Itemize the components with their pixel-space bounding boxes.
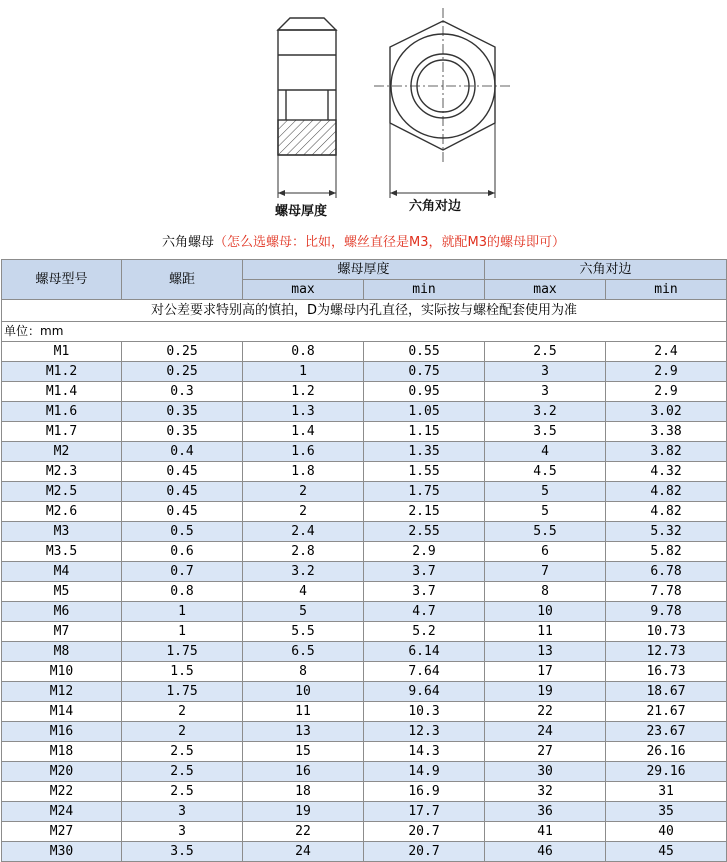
notice-row [2, 300, 727, 322]
cell-pitch: 0.45 [122, 502, 243, 522]
cell-thickness-max: 16 [243, 762, 364, 782]
cell-across-flats-min: 2.9 [606, 362, 727, 382]
cell-across-flats-min: 12.73 [606, 642, 727, 662]
cell-thickness-min: 1.75 [364, 482, 485, 502]
header-across-flats-max: max [485, 280, 606, 300]
cell-across-flats-min: 7.78 [606, 582, 727, 602]
table-row [2, 822, 727, 842]
cell-pitch: 1.75 [122, 642, 243, 662]
cell-thickness-max: 8 [243, 662, 364, 682]
cell-thickness-max: 19 [243, 802, 364, 822]
cell-pitch: 0.45 [122, 482, 243, 502]
cell-model: M5 [2, 582, 122, 602]
cell-across-flats-min: 10.73 [606, 622, 727, 642]
caption-note: （怎么选螺母：比如，螺丝直径是M3，就配M3的螺母即可） [214, 235, 565, 250]
cell-thickness-min: 12.3 [364, 722, 485, 742]
header-thickness-max: max [243, 280, 364, 300]
table-row [2, 842, 727, 862]
cell-across-flats-max: 32 [485, 782, 606, 802]
cell-across-flats-max: 19 [485, 682, 606, 702]
cell-pitch: 2.5 [122, 762, 243, 782]
table-row [2, 442, 727, 462]
cell-pitch: 0.45 [122, 462, 243, 482]
cell-thickness-max: 5 [243, 602, 364, 622]
cell-pitch: 1 [122, 622, 243, 642]
cell-thickness-min: 14.3 [364, 742, 485, 762]
cell-pitch: 1 [122, 602, 243, 622]
cell-pitch: 3 [122, 802, 243, 822]
cell-pitch: 0.3 [122, 382, 243, 402]
table-row [2, 802, 727, 822]
cell-thickness-max: 2 [243, 502, 364, 522]
table-row [2, 602, 727, 622]
unit-row [2, 322, 727, 342]
table-row [2, 402, 727, 422]
cell-thickness-max: 4 [243, 582, 364, 602]
cell-thickness-max: 0.8 [243, 342, 364, 362]
cell-across-flats-min: 40 [606, 822, 727, 842]
cell-across-flats-max: 5.5 [485, 522, 606, 542]
nut-top-view [374, 8, 512, 198]
cell-thickness-max: 1.4 [243, 422, 364, 442]
table-row [2, 562, 727, 582]
cell-across-flats-max: 17 [485, 662, 606, 682]
cell-across-flats-min: 26.16 [606, 742, 727, 762]
table-row [2, 742, 727, 762]
cell-thickness-max: 3.2 [243, 562, 364, 582]
cell-across-flats-max: 3 [485, 362, 606, 382]
table-row [2, 782, 727, 802]
cell-model: M3.5 [2, 542, 122, 562]
hex-nut-diagram [0, 0, 727, 225]
cell-pitch: 0.7 [122, 562, 243, 582]
cell-thickness-min: 1.35 [364, 442, 485, 462]
cell-across-flats-max: 11 [485, 622, 606, 642]
cell-thickness-max: 1.2 [243, 382, 364, 402]
cell-thickness-max: 1.8 [243, 462, 364, 482]
cell-thickness-min: 3.7 [364, 582, 485, 602]
cell-thickness-min: 6.14 [364, 642, 485, 662]
cell-across-flats-min: 5.32 [606, 522, 727, 542]
header-row [2, 260, 727, 280]
cell-pitch: 0.4 [122, 442, 243, 462]
cell-across-flats-max: 4.5 [485, 462, 606, 482]
cell-across-flats-min: 3.02 [606, 402, 727, 422]
thickness-dimension-label: 螺母厚度 [275, 204, 328, 219]
cell-thickness-min: 0.95 [364, 382, 485, 402]
cell-thickness-max: 2 [243, 482, 364, 502]
cell-thickness-min: 2.9 [364, 542, 485, 562]
cell-across-flats-min: 31 [606, 782, 727, 802]
cell-model: M6 [2, 602, 122, 622]
cell-across-flats-min: 21.67 [606, 702, 727, 722]
cell-thickness-min: 3.7 [364, 562, 485, 582]
caption-title: 六角螺母 [162, 235, 215, 250]
cell-thickness-max: 1.6 [243, 442, 364, 462]
cell-across-flats-min: 3.82 [606, 442, 727, 462]
table-row [2, 502, 727, 522]
cell-pitch: 2.5 [122, 742, 243, 762]
cell-across-flats-max: 24 [485, 722, 606, 742]
table-row [2, 342, 727, 362]
cell-thickness-max: 24 [243, 842, 364, 862]
cell-thickness-max: 5.5 [243, 622, 364, 642]
cell-thickness-min: 0.55 [364, 342, 485, 362]
cell-thickness-min: 14.9 [364, 762, 485, 782]
cell-across-flats-max: 27 [485, 742, 606, 762]
cell-thickness-min: 0.75 [364, 362, 485, 382]
cell-across-flats-max: 30 [485, 762, 606, 782]
cell-pitch: 0.8 [122, 582, 243, 602]
cell-thickness-min: 17.7 [364, 802, 485, 822]
cell-pitch: 2 [122, 702, 243, 722]
cell-thickness-max: 18 [243, 782, 364, 802]
cell-pitch: 1.5 [122, 662, 243, 682]
cell-across-flats-max: 36 [485, 802, 606, 822]
cell-model: M2 [2, 442, 122, 462]
cell-model: M22 [2, 782, 122, 802]
cell-across-flats-max: 6 [485, 542, 606, 562]
cell-pitch: 3.5 [122, 842, 243, 862]
cell-model: M10 [2, 662, 122, 682]
table-row [2, 622, 727, 642]
nut-spec-table [1, 259, 727, 862]
cell-across-flats-max: 3 [485, 382, 606, 402]
header-across-flats: 六角对边 [485, 260, 727, 280]
cell-pitch: 0.25 [122, 342, 243, 362]
table-row [2, 522, 727, 542]
table-row [2, 642, 727, 662]
cell-model: M1.2 [2, 362, 122, 382]
caption [0, 231, 727, 250]
header-across-flats-min: min [606, 280, 727, 300]
cell-across-flats-max: 22 [485, 702, 606, 722]
notice-text: 对公差要求特别高的慎拍，D为螺母内孔直径，实际按与螺栓配套使用为准 [2, 300, 727, 322]
header-model: 螺母型号 [2, 260, 122, 300]
cell-thickness-min: 1.05 [364, 402, 485, 422]
cell-model: M30 [2, 842, 122, 862]
table-row [2, 542, 727, 562]
cell-across-flats-min: 9.78 [606, 602, 727, 622]
cell-across-flats-min: 2.9 [606, 382, 727, 402]
cell-across-flats-min: 16.73 [606, 662, 727, 682]
cell-across-flats-min: 29.16 [606, 762, 727, 782]
cell-model: M2.3 [2, 462, 122, 482]
cell-pitch: 0.6 [122, 542, 243, 562]
cell-across-flats-max: 13 [485, 642, 606, 662]
cell-across-flats-max: 10 [485, 602, 606, 622]
table-row [2, 462, 727, 482]
cell-across-flats-min: 4.32 [606, 462, 727, 482]
unit-text: 单位：mm [2, 322, 727, 342]
cell-pitch: 2.5 [122, 782, 243, 802]
cell-across-flats-max: 8 [485, 582, 606, 602]
table-row [2, 362, 727, 382]
cell-thickness-max: 2.8 [243, 542, 364, 562]
cell-across-flats-min: 18.67 [606, 682, 727, 702]
cell-thickness-min: 2.15 [364, 502, 485, 522]
table-row [2, 722, 727, 742]
cell-across-flats-max: 3.5 [485, 422, 606, 442]
header-thickness-min: min [364, 280, 485, 300]
cell-thickness-max: 10 [243, 682, 364, 702]
cell-thickness-min: 1.55 [364, 462, 485, 482]
table-row [2, 582, 727, 602]
cell-model: M8 [2, 642, 122, 662]
cell-thickness-max: 13 [243, 722, 364, 742]
table-row [2, 662, 727, 682]
cell-across-flats-max: 4 [485, 442, 606, 462]
cell-model: M27 [2, 822, 122, 842]
cell-pitch: 0.35 [122, 422, 243, 442]
cell-model: M7 [2, 622, 122, 642]
cell-across-flats-max: 5 [485, 502, 606, 522]
cell-thickness-min: 16.9 [364, 782, 485, 802]
cell-thickness-min: 2.55 [364, 522, 485, 542]
cell-across-flats-min: 45 [606, 842, 727, 862]
cell-across-flats-max: 2.5 [485, 342, 606, 362]
cell-model: M1 [2, 342, 122, 362]
cell-model: M2.6 [2, 502, 122, 522]
cell-thickness-min: 5.2 [364, 622, 485, 642]
nut-side-view [278, 18, 336, 198]
cell-thickness-min: 9.64 [364, 682, 485, 702]
cell-across-flats-min: 4.82 [606, 502, 727, 522]
cell-model: M1.4 [2, 382, 122, 402]
table-body [2, 342, 727, 862]
table-row [2, 422, 727, 442]
cell-model: M14 [2, 702, 122, 722]
cell-thickness-max: 1 [243, 362, 364, 382]
cell-thickness-min: 7.64 [364, 662, 485, 682]
cell-across-flats-max: 46 [485, 842, 606, 862]
cell-pitch: 0.35 [122, 402, 243, 422]
table-row [2, 482, 727, 502]
cell-pitch: 0.5 [122, 522, 243, 542]
hex-nut-drawing [0, 0, 727, 225]
cell-pitch: 1.75 [122, 682, 243, 702]
header-thickness: 螺母厚度 [243, 260, 485, 280]
cell-model: M16 [2, 722, 122, 742]
cell-thickness-min: 4.7 [364, 602, 485, 622]
cell-thickness-min: 1.15 [364, 422, 485, 442]
cell-thickness-max: 6.5 [243, 642, 364, 662]
cell-model: M3 [2, 522, 122, 542]
header-pitch: 螺距 [122, 260, 243, 300]
cell-across-flats-min: 35 [606, 802, 727, 822]
cell-across-flats-min: 4.82 [606, 482, 727, 502]
cell-model: M18 [2, 742, 122, 762]
table-row [2, 682, 727, 702]
cell-model: M1.6 [2, 402, 122, 422]
cell-across-flats-min: 5.82 [606, 542, 727, 562]
cell-across-flats-min: 6.78 [606, 562, 727, 582]
cell-pitch: 2 [122, 722, 243, 742]
table-row [2, 702, 727, 722]
cell-model: M20 [2, 762, 122, 782]
cell-across-flats-max: 41 [485, 822, 606, 842]
cell-model: M12 [2, 682, 122, 702]
cell-across-flats-max: 3.2 [485, 402, 606, 422]
across-flats-dimension-label: 六角对边 [409, 199, 462, 214]
cell-across-flats-min: 23.67 [606, 722, 727, 742]
cell-pitch: 0.25 [122, 362, 243, 382]
cell-thickness-max: 2.4 [243, 522, 364, 542]
cell-across-flats-max: 7 [485, 562, 606, 582]
cell-model: M2.5 [2, 482, 122, 502]
cell-thickness-min: 10.3 [364, 702, 485, 722]
cell-thickness-max: 11 [243, 702, 364, 722]
cell-across-flats-max: 5 [485, 482, 606, 502]
cell-thickness-max: 22 [243, 822, 364, 842]
table-row [2, 762, 727, 782]
cell-pitch: 3 [122, 822, 243, 842]
table-row [2, 382, 727, 402]
cell-model: M24 [2, 802, 122, 822]
cell-across-flats-min: 2.4 [606, 342, 727, 362]
cell-model: M1.7 [2, 422, 122, 442]
cell-thickness-max: 1.3 [243, 402, 364, 422]
cell-thickness-max: 15 [243, 742, 364, 762]
cell-thickness-min: 20.7 [364, 842, 485, 862]
cell-model: M4 [2, 562, 122, 582]
cell-thickness-min: 20.7 [364, 822, 485, 842]
cell-across-flats-min: 3.38 [606, 422, 727, 442]
